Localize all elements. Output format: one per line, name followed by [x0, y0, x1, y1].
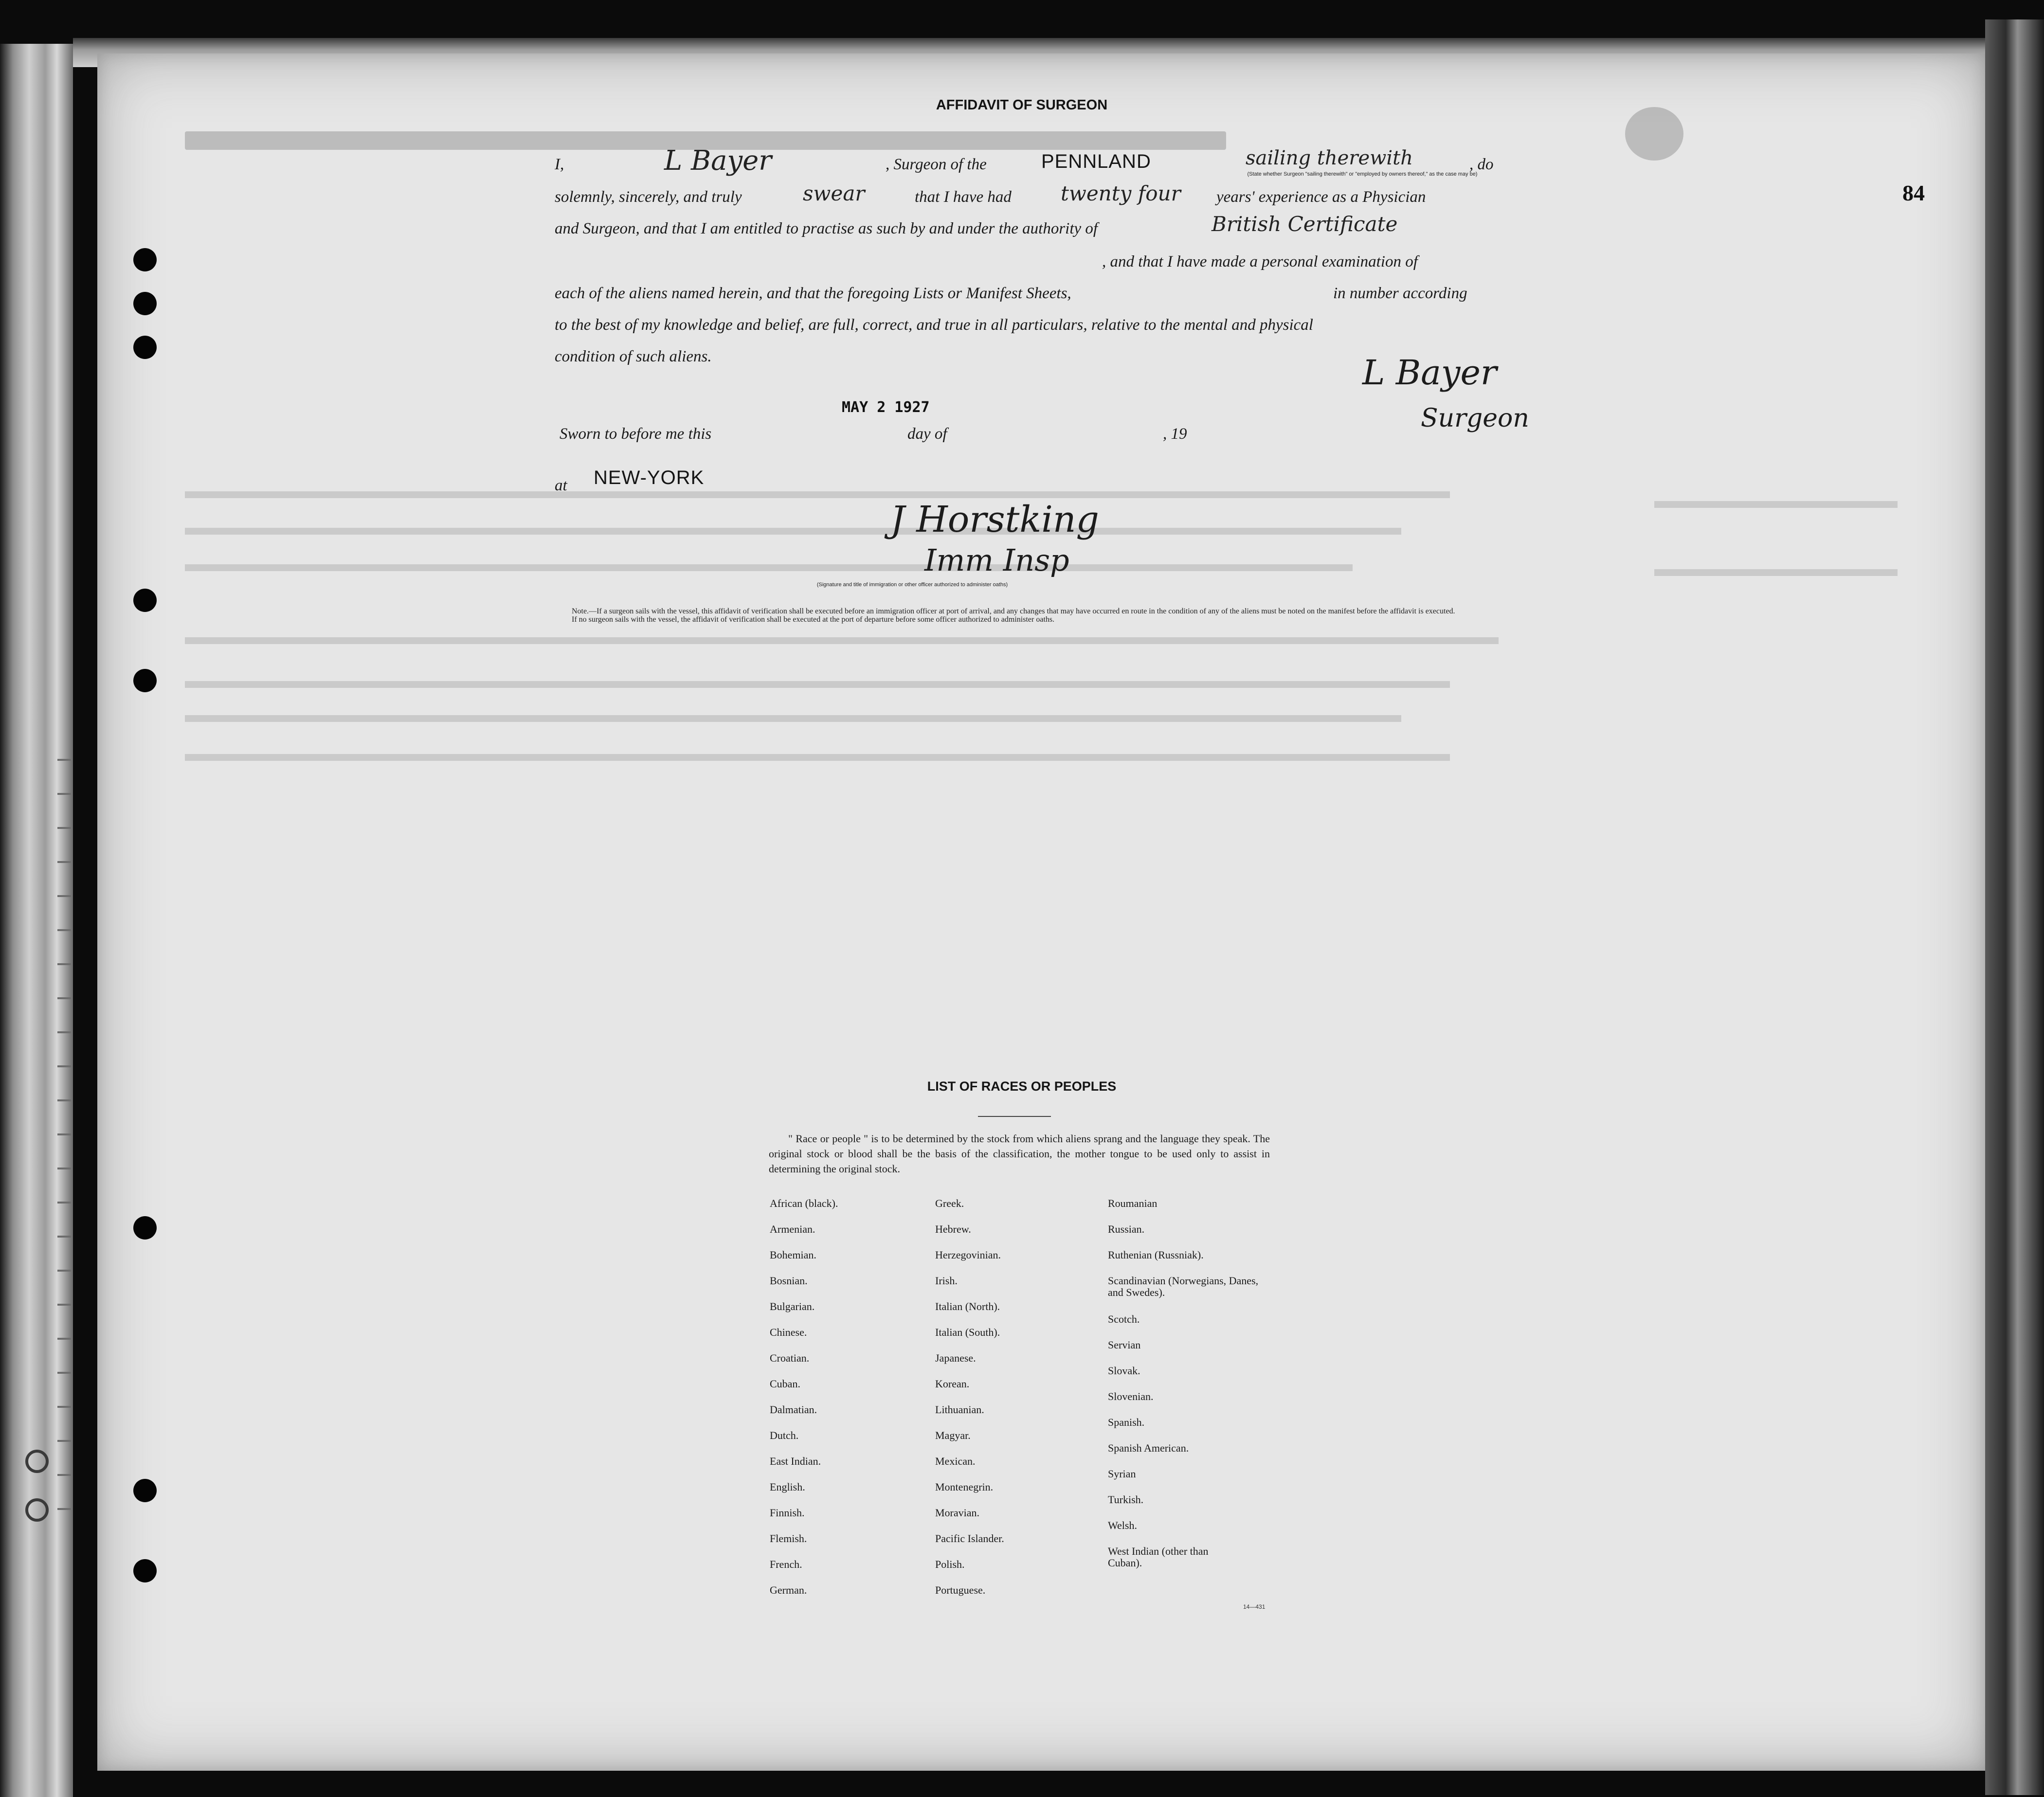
race-item: Irish.: [935, 1275, 958, 1287]
examination-text: , and that I have made a personal examination of: [1102, 253, 1418, 270]
at-label: at: [555, 477, 567, 494]
surgeon-signature: L Bayer: [1362, 353, 1497, 393]
race-item: French.: [770, 1558, 802, 1570]
binding-tick: [57, 1406, 71, 1408]
officer-title-handwritten: Imm Insp: [924, 542, 1069, 578]
surgeon-of-label: , Surgeon of the: [886, 156, 987, 173]
binding-tick: [57, 1031, 71, 1033]
race-item: Italian (South).: [935, 1326, 1000, 1338]
races-title-rule: [978, 1116, 1051, 1117]
binding-strip: [0, 44, 73, 1797]
punch-hole: [133, 669, 157, 692]
race-item: Ruthenian (Russniak).: [1108, 1249, 1204, 1261]
affidavit-line-5: [555, 279, 1489, 308]
binding-tick: [57, 1202, 71, 1204]
punch-hole: [133, 589, 157, 612]
race-item: East Indian.: [770, 1455, 821, 1467]
binding-tick: [57, 793, 71, 795]
authority-text: and Surgeon, and that I am entitled to practise as such by and under the authority of: [555, 220, 1098, 237]
bleed-through-row: [185, 681, 1450, 688]
race-item: Croatian.: [770, 1352, 810, 1364]
binding-tick: [57, 1474, 71, 1476]
race-item: English.: [770, 1481, 805, 1493]
binding-tick: [57, 1065, 71, 1067]
race-item: Greek.: [935, 1197, 964, 1209]
binding-tick: [57, 1236, 71, 1238]
surgeon-capacity-handwritten: sailing therewith: [1246, 147, 1413, 169]
page-number: 84: [1902, 180, 1925, 205]
binding-tick: [57, 1440, 71, 1442]
race-item: Lithuanian.: [935, 1403, 984, 1416]
bleed-through-row: [1654, 569, 1898, 576]
race-item: Magyar.: [935, 1429, 971, 1441]
binding-tick: [57, 1508, 71, 1510]
experience-suffix: years' experience as a Physician: [1216, 188, 1426, 206]
vessel-name: PENNLAND: [1041, 151, 1151, 172]
note-paragraph-1: Note.—If a surgeon sails with the vessel, this affidavit of verification shall be executed before an immigration officer at port of arrival, and any changes that may have occurred en route in the condition of any of the aliens must be noted on the manifest before the affidavit is executed.: [572, 607, 1455, 615]
form-number: 14—431: [1243, 1603, 1266, 1610]
affidavit-line-4: [555, 247, 1489, 276]
race-item: Italian (North).: [935, 1300, 1000, 1312]
affidavit-note: [555, 607, 1499, 624]
race-item: Scotch.: [1108, 1313, 1140, 1325]
bleed-through-row: [1654, 501, 1898, 508]
date-stamp: MAY 2 1927: [842, 399, 930, 416]
affidavit-title: AFFIDAVIT OF SURGEON: [936, 97, 1108, 113]
race-item: Japanese.: [935, 1352, 976, 1364]
race-item: Turkish.: [1108, 1493, 1144, 1506]
bleed-through-row: [185, 754, 1450, 761]
races-title: LIST OF RACES OR PEOPLES: [927, 1079, 1117, 1094]
knowledge-text: to the best of my knowledge and belief, are full, correct, and true in all particulars, relative to the mental and physical: [555, 316, 1313, 334]
solemnly-text: solemnly, sincerely, and truly: [555, 188, 742, 206]
race-item: Portuguese.: [935, 1584, 986, 1596]
race-item: Bohemian.: [770, 1249, 816, 1261]
binding-tick: [57, 929, 71, 931]
condition-text: condition of such aliens.: [555, 348, 712, 365]
affidavit-line-3: [555, 214, 1489, 243]
manifest-sheets-text: each of the aliens named herein, and that the foregoing Lists or Manifest Sheets,: [555, 285, 1071, 302]
day-of-text: day of: [907, 425, 947, 443]
binding-ring-hole: [25, 1450, 49, 1473]
oath-handwritten: swear: [803, 181, 865, 205]
race-item: Mexican.: [935, 1455, 976, 1467]
affidavit-line-6: [555, 310, 1489, 340]
binding-tick: [57, 759, 71, 761]
place-name: NEW-YORK: [594, 467, 705, 488]
race-item: Finnish.: [770, 1507, 805, 1519]
punch-hole: [133, 1479, 157, 1502]
punch-hole: [133, 1216, 157, 1240]
binding-tick: [57, 997, 71, 999]
binding-tick: [57, 1168, 71, 1169]
punch-hole: [133, 292, 157, 315]
races-intro: [769, 1131, 1270, 1176]
race-item: Cuban.: [770, 1378, 800, 1390]
affidavit-line-1: [555, 145, 1494, 179]
affidavit-line-7: [555, 342, 1489, 371]
race-item: Polish.: [935, 1558, 965, 1570]
race-item: Syrian: [1108, 1468, 1136, 1480]
binding-tick: [57, 1338, 71, 1340]
binding-tick: [57, 861, 71, 863]
binding-tick: [57, 1372, 71, 1374]
race-item: Russian.: [1108, 1223, 1145, 1235]
punch-hole: [133, 248, 157, 271]
officer-caption: (Signature and title of immigration or other officer authorized to administer oaths): [816, 582, 1008, 588]
race-item: West Indian (other than Cuban).: [1108, 1545, 1209, 1569]
race-item: Flemish.: [770, 1532, 807, 1545]
authority-handwritten: British Certificate: [1212, 212, 1398, 236]
officer-signature: J Horstking: [890, 499, 1099, 540]
binding-tick: [57, 827, 71, 829]
binding-tick: [57, 1099, 71, 1101]
race-item: Bosnian.: [770, 1275, 808, 1287]
race-item: Hebrew.: [935, 1223, 971, 1235]
race-item: Dalmatian.: [770, 1403, 817, 1416]
binding-tick: [57, 963, 71, 965]
race-item: Welsh.: [1108, 1519, 1137, 1531]
race-item: Armenian.: [770, 1223, 815, 1235]
binding-tick: [57, 1133, 71, 1135]
race-item: African (black).: [770, 1197, 838, 1209]
sworn-text: Sworn to before me this: [560, 425, 712, 443]
race-item: Montenegrin.: [935, 1481, 994, 1493]
note-paragraph-2: If no surgeon sails with the vessel, the affidavit of verification shall be executed at the port of departure before some officer authorized to administer oaths.: [572, 615, 1055, 624]
bleed-through-row: [185, 637, 1499, 644]
years-handwritten: twenty four: [1061, 181, 1181, 205]
race-item: Korean.: [935, 1378, 970, 1390]
next-page-edge: [1985, 19, 2044, 1795]
sworn-line: [560, 419, 1494, 449]
race-item: Servian: [1108, 1339, 1141, 1351]
bleed-through-row: [185, 715, 1401, 722]
race-item: Dutch.: [770, 1429, 799, 1441]
race-item: German.: [770, 1584, 807, 1596]
surgeon-name-handwritten: L Bayer: [664, 145, 772, 177]
experience-intro: that I have had: [915, 188, 1012, 206]
bleed-through-mark: [1625, 107, 1683, 161]
binding-tick: [57, 1270, 71, 1272]
binding-tick: [57, 895, 71, 897]
race-item: Bulgarian.: [770, 1300, 815, 1312]
binding-tick: [57, 1304, 71, 1306]
surgeon-title-handwritten: Surgeon: [1421, 404, 1529, 433]
punch-hole: [133, 1559, 157, 1582]
race-item: Spanish American.: [1108, 1442, 1189, 1454]
race-item: Slovenian.: [1108, 1390, 1154, 1402]
affidavit-do: , do: [1469, 156, 1494, 173]
race-item: Scandinavian (Norwegians, Danes, and Swedes).: [1108, 1275, 1259, 1298]
bleed-through-row: [185, 564, 1353, 571]
affidavit-line-2: [555, 182, 1489, 212]
race-item: Herzegovinian.: [935, 1249, 1001, 1261]
race-item: Pacific Islander.: [935, 1532, 1004, 1545]
race-item: Moravian.: [935, 1507, 980, 1519]
place-line: [555, 467, 1489, 496]
in-number-text: in number according: [1333, 285, 1467, 302]
race-item: Spanish.: [1108, 1416, 1145, 1428]
binding-ring-hole: [25, 1498, 49, 1522]
capacity-instruction: (State whether Surgeon "sailing therewith" or "employed by owners thereof," as the case may be): [1247, 171, 1478, 177]
affidavit-prefix: I,: [555, 156, 564, 173]
year-prefix: , 19: [1163, 425, 1187, 443]
race-item: Chinese.: [770, 1326, 807, 1338]
races-intro-text: " Race or people " is to be determined by the stock from which aliens sprang and the language they speak. The original stock or blood shall be the basis of the classification, the mother tongue to be used only to assist in determining the original stock.: [769, 1132, 1270, 1175]
race-item: Roumanian: [1108, 1197, 1158, 1209]
bleed-through-row: [185, 528, 1401, 535]
race-item: Slovak.: [1108, 1365, 1140, 1377]
punch-hole: [133, 336, 157, 359]
